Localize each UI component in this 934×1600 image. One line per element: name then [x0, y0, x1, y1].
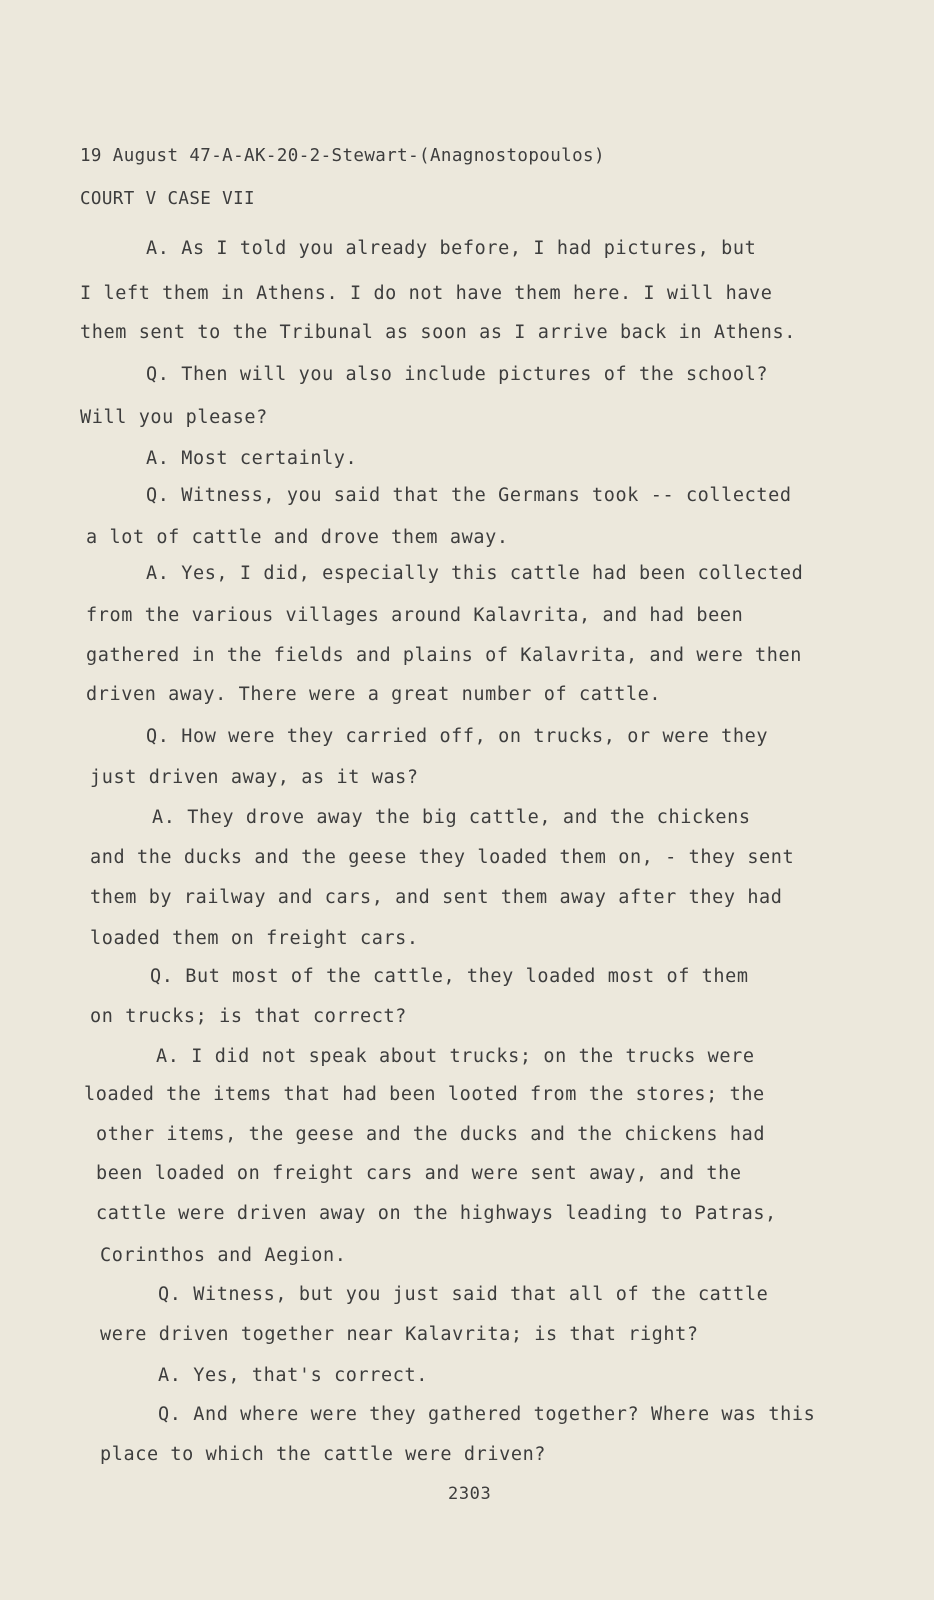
text-line: and the ducks and the geese they loaded them on, - they sent: [90, 847, 795, 868]
text-line: A. Most certainly.: [146, 448, 358, 469]
text-line: them by railway and cars, and sent them away after they had: [90, 887, 783, 908]
text-line: I left them in Athens. I do not have them here. I will have: [80, 283, 773, 304]
text-line: A. Yes, I did, especially this cattle had been collected: [146, 563, 804, 584]
text-line: other items, the geese and the ducks and the chickens had: [96, 1124, 766, 1145]
text-line: loaded the items that had been looted from the stores; the: [84, 1084, 765, 1105]
text-line: A. They drove away the big cattle, and the chickens: [152, 807, 751, 828]
header-reference: 19 August 47-A-AK-20-2-Stewart-(Anagnostopoulos): [80, 146, 605, 166]
text-line: from the various villages around Kalavrita, and had been: [86, 605, 744, 626]
text-line: a lot of cattle and drove them away.: [86, 527, 509, 548]
text-line: place to which the cattle were driven?: [100, 1444, 547, 1465]
text-line: cattle were driven away on the highways leading to Patras,: [96, 1203, 777, 1224]
text-line: on trucks; is that correct?: [90, 1006, 407, 1027]
text-line: Q. Witness, you said that the Germans took -- collected: [146, 485, 792, 506]
text-line: Q. Then will you also include pictures of the school?: [146, 364, 769, 385]
text-line: were driven together near Kalavrita; is that right?: [100, 1324, 699, 1345]
text-line: them sent to the Tribunal as soon as I arrive back in Athens.: [80, 322, 797, 343]
header-court-case: COURT V CASE VII: [80, 189, 255, 209]
text-line: loaded them on freight cars.: [90, 928, 419, 949]
text-line: Corinthos and Aegion.: [100, 1245, 347, 1266]
text-line: Q. And where were they gathered together? Where was this: [158, 1404, 816, 1425]
page-number: 2303: [448, 1484, 492, 1504]
text-line: Q. How were they carried off, on trucks, or were they: [146, 726, 769, 747]
text-line: Will you please?: [80, 407, 268, 428]
text-line: driven away. There were a great number of cattle.: [86, 684, 662, 705]
text-line: Q. But most of the cattle, they loaded most of them: [150, 966, 749, 987]
text-line: just driven away, as it was?: [90, 767, 419, 788]
text-line: gathered in the fields and plains of Kalavrita, and were then: [86, 645, 803, 666]
text-line: A. I did not speak about trucks; on the trucks were: [156, 1046, 755, 1067]
text-line: Q. Witness, but you just said that all of the cattle: [158, 1284, 769, 1305]
text-line: A. As I told you already before, I had pictures, but: [146, 238, 757, 259]
text-line: been loaded on freight cars and were sent away, and the: [96, 1163, 742, 1184]
text-line: A. Yes, that's correct.: [158, 1365, 428, 1386]
